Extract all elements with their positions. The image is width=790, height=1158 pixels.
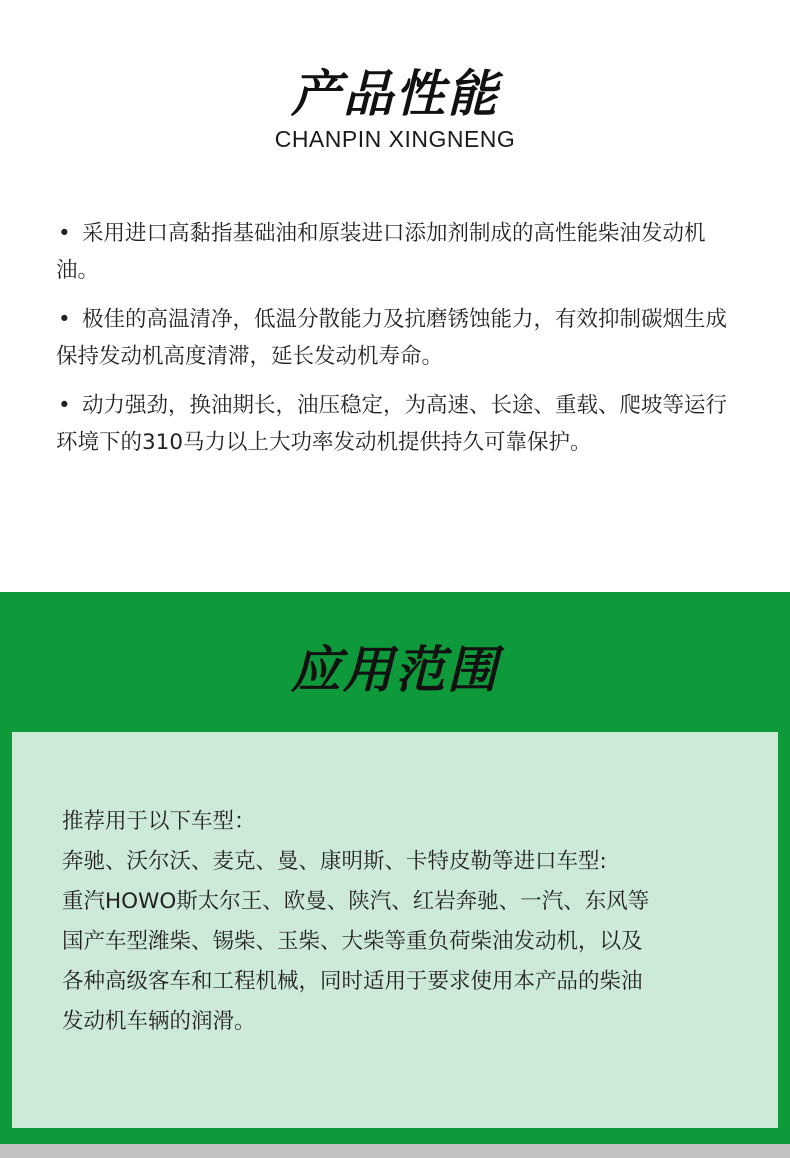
application-line: 发动机车辆的润滑。 xyxy=(62,1009,256,1034)
bottom-divider xyxy=(0,1144,790,1158)
bullet-icon: • xyxy=(58,307,71,332)
list-item xyxy=(56,215,746,289)
list-item xyxy=(56,301,746,375)
feature-text: 动力强劲，换油期长，油压稳定，为高速、长途、重载、爬坡等运行环境下的310马力以上大功率发动机提供持久可靠保护。 xyxy=(56,393,728,455)
application-section xyxy=(0,592,790,1144)
application-line: 推荐用于以下车型： xyxy=(62,809,256,834)
application-title: 应用范围 xyxy=(291,641,499,699)
feature-list xyxy=(56,215,746,473)
feature-text: 采用进口高黏指基础油和原装进口添加剂制成的高性能柴油发动机油。 xyxy=(56,221,706,283)
application-line: 重汽HOWO斯太尔王、欧曼、陕汽、红岩奔驰、一汽、东风等 xyxy=(62,889,650,914)
performance-title: 产品性能 xyxy=(291,65,499,123)
application-text xyxy=(62,802,752,1042)
feature-text: 极佳的高温清净，低温分散能力及抗磨锈蚀能力，有效抑制碳烟生成保持发动机高度清滞，延长发动机寿命。 xyxy=(56,307,728,369)
performance-subtitle: CHANPIN XINGNENG xyxy=(274,126,516,152)
application-line: 奔驰、沃尔沃、麦克、曼、康明斯、卡特皮勒等进口车型: xyxy=(62,849,607,874)
bullet-icon: • xyxy=(58,221,71,246)
bullet-icon: • xyxy=(58,393,71,418)
application-line: 国产车型潍柴、锡柴、玉柴、大柴等重负荷柴油发动机，以及 xyxy=(62,929,643,954)
list-item xyxy=(56,387,746,461)
application-panel xyxy=(12,732,778,1128)
application-line: 各种高级客车和工程机械，同时适用于要求使用本产品的柴油 xyxy=(62,969,643,994)
